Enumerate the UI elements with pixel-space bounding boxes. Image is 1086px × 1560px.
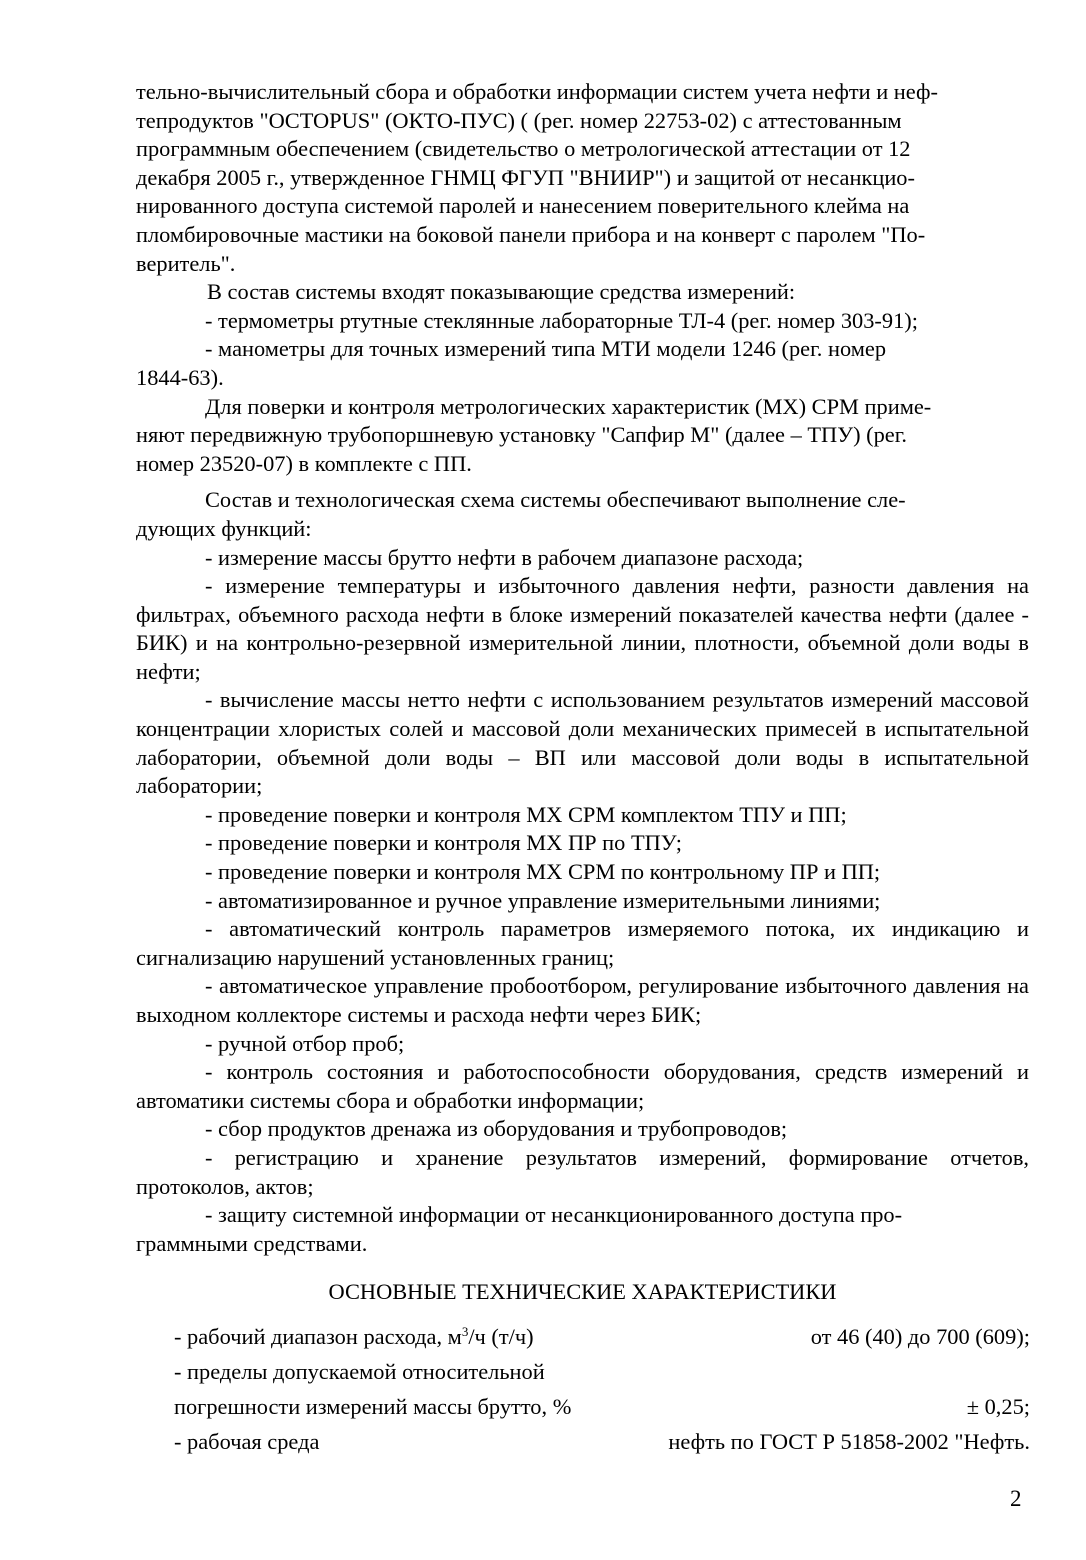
list-item-function-6: - проведение поверки и контроля МХ СРМ по контрольному ПР и ПП; [205, 859, 881, 885]
spec-value: от 46 (40) до 700 (609); [810, 1324, 1030, 1349]
list-item-function-1: - измерение массы брутто нефти в рабочем диапазоне расхода; [205, 544, 804, 570]
list-item-function-12: - сбор продуктов дренажа из оборудования и трубопроводов; [205, 1116, 788, 1142]
spec-row-flow-range [174, 1323, 1030, 1351]
spec-label: - пределы допускаемой относительной [174, 1359, 545, 1384]
spec-value: нефть по ГОСТ Р 51858-2002 "Нефть. [668, 1429, 1030, 1454]
list-item-manometers: - манометры для точных измерений типа МТИ модели 1246 (рег. номер 1844-63). [136, 336, 887, 390]
list-item-function-2: - измерение температуры и избыточного давления нефти, разности давления на фильтрах, объемного расхода нефти в блоке измерений показателей качества нефти (далее - БИК) и на контрольно-резервной измерительной линии, плотности, объемной доли воды в нефти; [136, 573, 1029, 684]
section-heading: ОСНОВНЫЕ ТЕХНИЧЕСКИЕ ХАРАКТЕРИСТИКИ [328, 1279, 837, 1304]
list-item-function-7: - автоматизированное и ручное управление измерительными линиями; [205, 887, 881, 913]
list-item-function-4: - проведение поверки и контроля МХ СРМ комплектом ТПУ и ПП; [205, 801, 847, 827]
paragraph-verification: Для поверки и контроля метрологических характеристик (МХ) СРМ приме- няют передвижную трубопоршневую установку "Сапфир М" (далее – ТПУ) (рег. номер 23520-07) в комплекте с ПП. [136, 393, 932, 476]
spec-row-error-limits [174, 1358, 1030, 1386]
list-item-function-5: - проведение поверки и контроля МХ ПР по ТПУ; [205, 830, 683, 856]
paragraph-system-description: тельно-вычислительный сбора и обработки информации систем учета нефти и неф- тепродуктов "OCTOPUS" (ОКТО-ПУС) ( (рег. номер 22753-02) с аттестованным программным обеспечением (свидетельство о метрологической аттестации от 12 декабря 2005 г., утвержденное ГНМЦ ФГУП "ВНИИР") и защитой от несанкцио- нированного доступа системой паролей и нанесением поверительного клейма на пломбировочные мастики на боковой панели прибора и на конверт с паролем "По- веритель". [136, 79, 938, 276]
spec-row-gross-mass-error [174, 1393, 1030, 1421]
spec-label: погрешности измерений массы брутто, % [174, 1394, 572, 1419]
list-item-thermometers: - термометры ртутные стеклянные лабораторные ТЛ-4 (рег. номер 303-91); [205, 307, 918, 333]
paragraph-indicating-instruments: В состав системы входят показывающие средства измерений: [207, 279, 796, 305]
page-number: 2 [1010, 1486, 1022, 1511]
list-item-function-14: - защиту системной информации от несанкционированного доступа про- граммными средствами. [136, 1202, 903, 1256]
paragraph-functions-intro: Состав и технологическая схема системы обеспечивают выполнение сле- дующих функций: [136, 487, 906, 541]
spec-row-working-medium [174, 1428, 1030, 1456]
spec-label: - рабочий диапазон расхода, $м^3/ч$ (т/ч) [174, 1324, 534, 1349]
spec-label: - рабочая среда [174, 1429, 320, 1454]
list-item-function-10: - ручной отбор проб; [205, 1030, 405, 1056]
list-item-function-11: - контроль состояния и работоспособности оборудования, средств измерений и автоматики системы сбора и обработки информации; [136, 1059, 1029, 1113]
body-text [136, 78, 1029, 1258]
spec-value: ± 0,25; [966, 1394, 1030, 1419]
list-item-function-13: - регистрацию и хранение результатов измерений, формирование отчетов, протоколов, актов; [136, 1144, 1029, 1199]
list-item-function-9: - автоматическое управление пробоотбором, регулирование избыточного давления на выходном коллекторе системы и расхода нефти через БИК; [136, 973, 1029, 1027]
list-item-function-3: - вычисление массы нетто нефти с использованием результатов измерений массовой концентрации хлористых солей и массовой доли механических примесей в испытательной лаборатории, объемной доли воды – ВП или массовой доли воды в испытательной лаборатории; [136, 687, 1029, 799]
list-item-function-8: - автоматический контроль параметров измеряемого потока, их индикацию и сигнализацию нарушений установленных границ; [136, 916, 1029, 970]
